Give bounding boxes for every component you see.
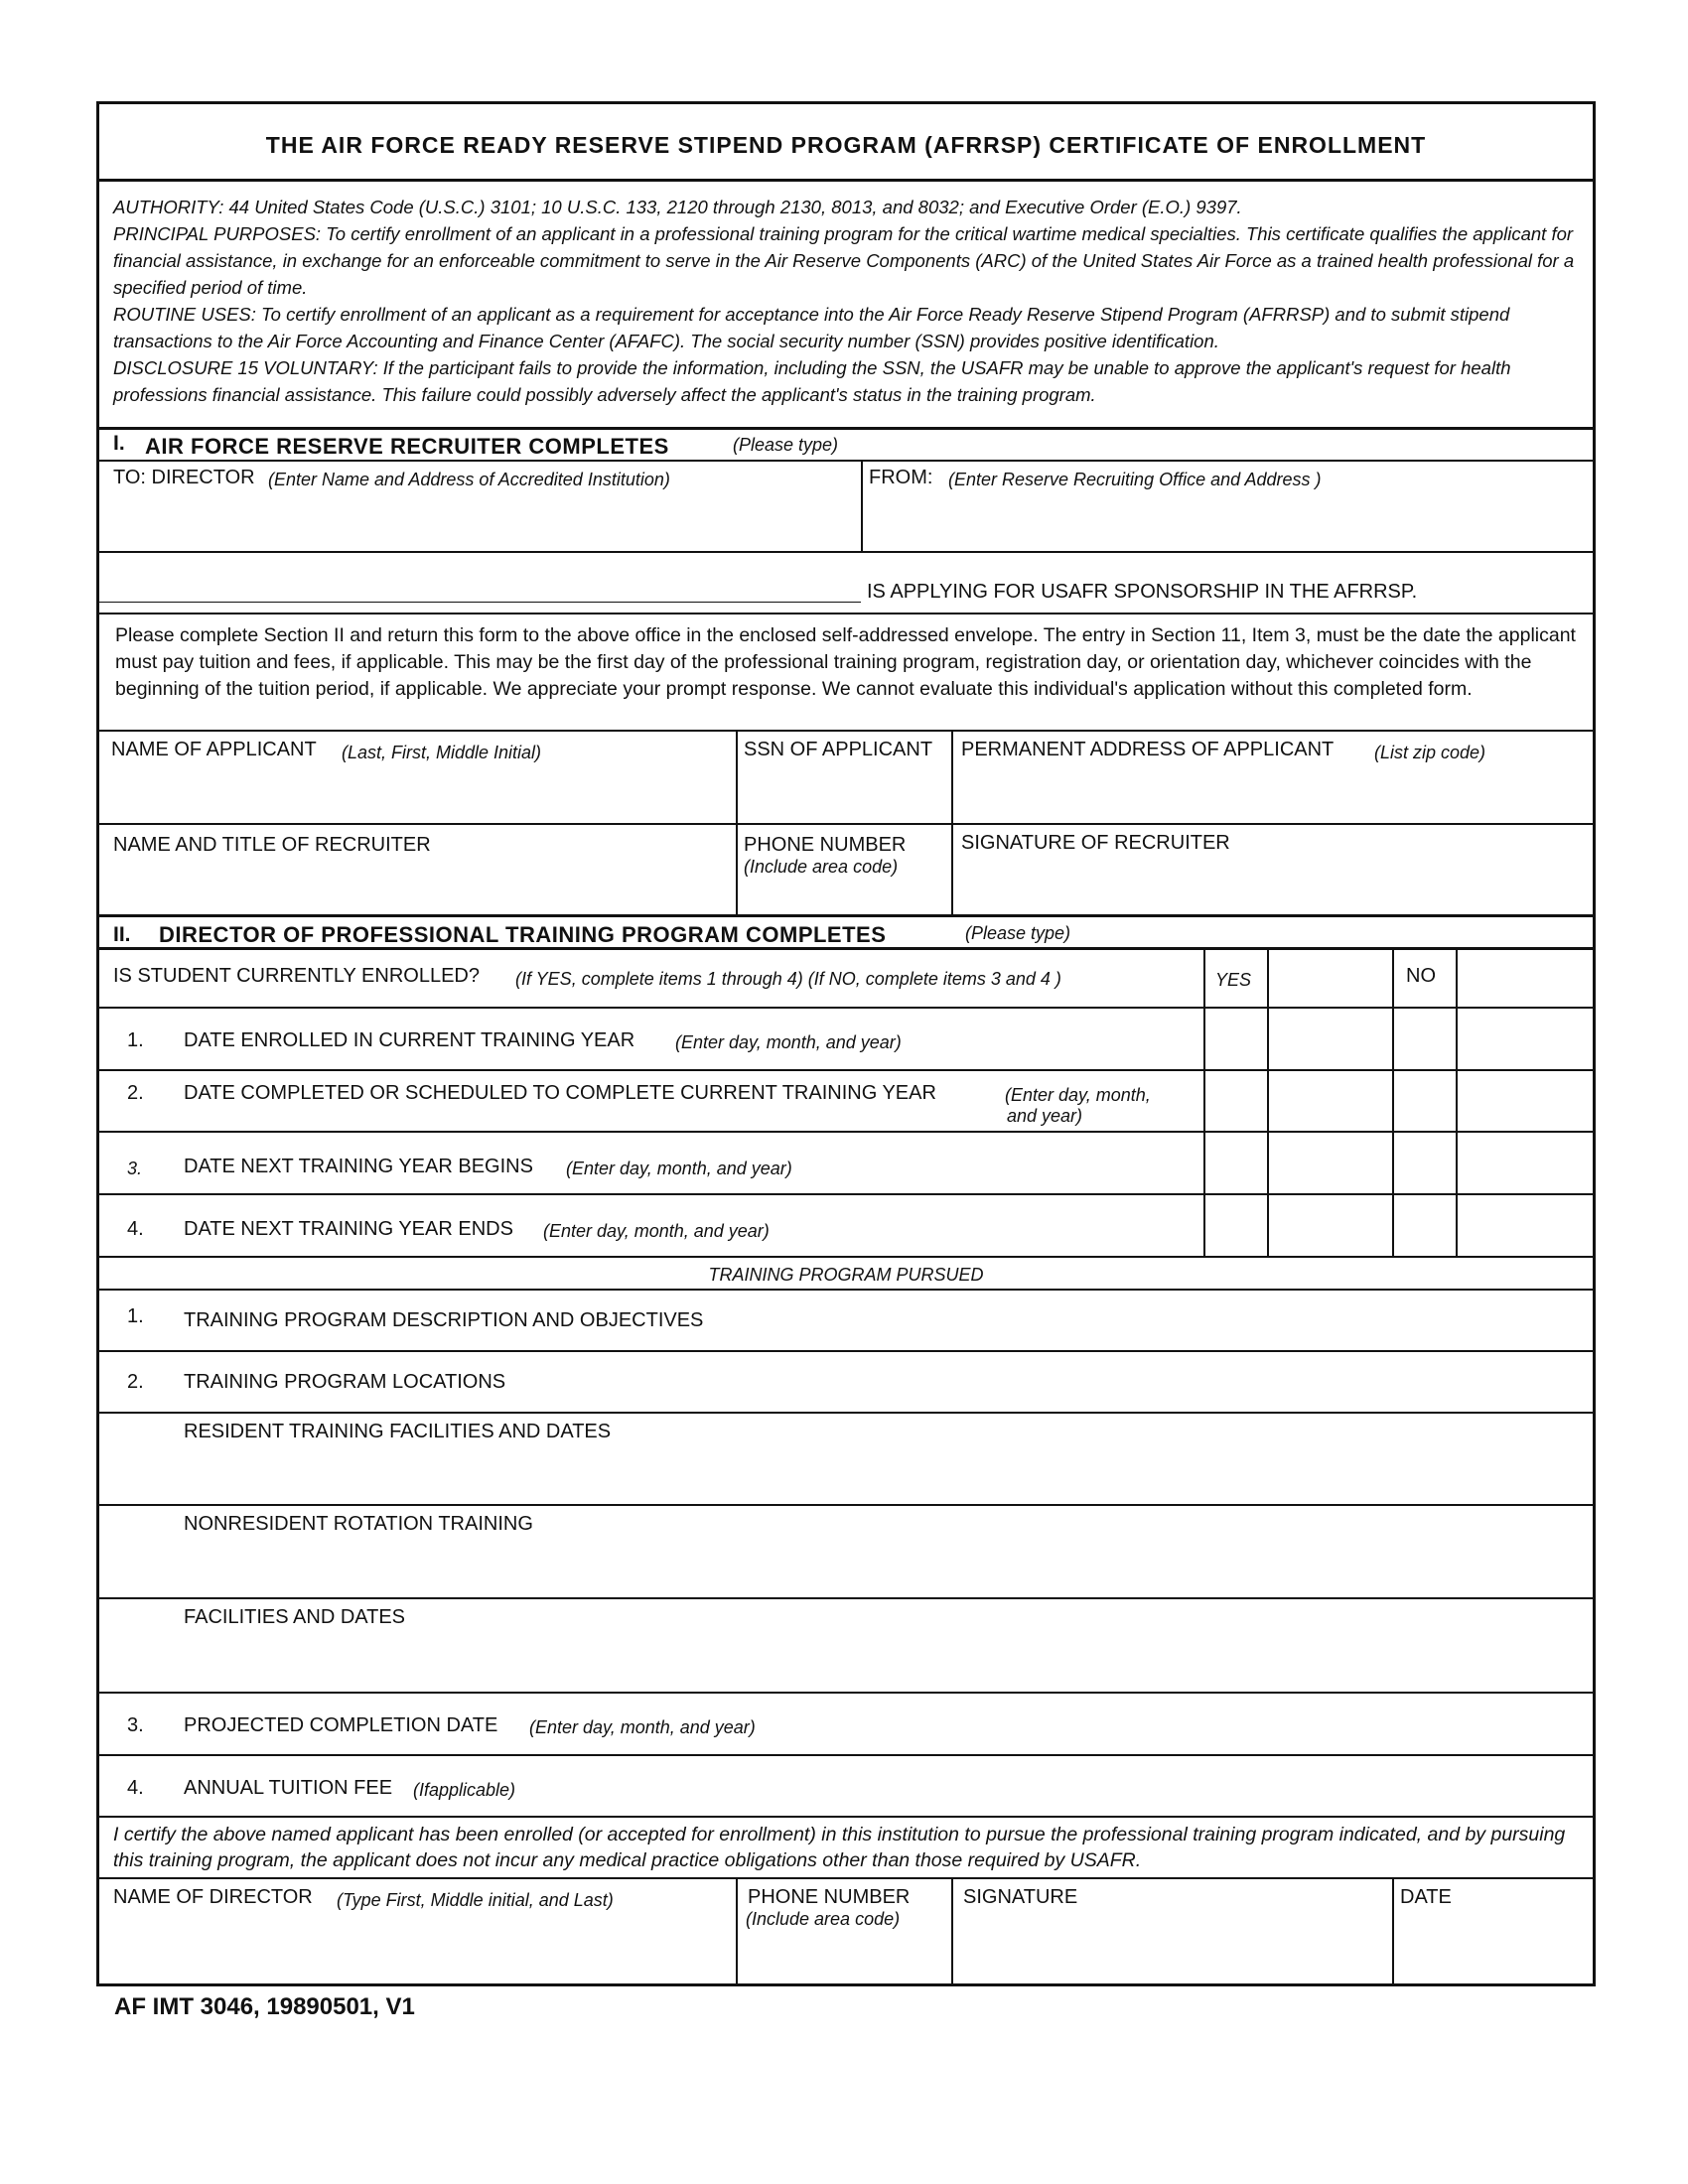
- recruiter-signature-field[interactable]: [953, 825, 1593, 914]
- yes-checkbox[interactable]: [1269, 950, 1392, 1007]
- date-completed-note: (Enter day, month,: [1005, 1085, 1151, 1105]
- privacy-act-statement: [99, 182, 1593, 430]
- section-2-heading: [99, 917, 1593, 950]
- date-completed-yes-cell[interactable]: [1205, 1071, 1267, 1131]
- to-director-note: (Enter Name and Address of Accredited Institution): [268, 470, 670, 489]
- section-1-heading: [99, 430, 1593, 462]
- date-completed-label: DATE COMPLETED OR SCHEDULED TO COMPLETE CURRENT TRAINING YEAR: [184, 1082, 936, 1104]
- enrollment-form: [96, 101, 1596, 1986]
- director-signature-field[interactable]: [953, 1879, 1391, 1983]
- certification-row: [99, 1818, 1593, 1879]
- to-director-field[interactable]: [99, 462, 861, 551]
- yes-label: YES: [1215, 970, 1252, 990]
- item-number: 2.: [127, 1371, 144, 1393]
- instructions-text: Please complete Section II and return this form to the above office in the enclosed self-addressed envelope. The entry in Section 11, Item 3, must be the date the applicant must pay tuition and fees, if applicable. This may be the first day of the professional training program, registration day, or orientation day, whichever coincides with the beginning of the tuition period, if applicable. We appreciate your prompt response. We cannot evaluate this individual's application without this completed form.: [115, 624, 1576, 700]
- applying-row: [99, 553, 1593, 614]
- director-phone-note: (Include area code): [746, 1909, 901, 1929]
- permanent-address-note: (List zip code): [1374, 743, 1486, 762]
- date-item-row: [99, 1133, 1593, 1195]
- item-number: 1.: [127, 1029, 144, 1051]
- to-director-label: TO: DIRECTOR: [113, 467, 255, 488]
- date-item-row: [99, 1071, 1593, 1133]
- next-year-begins-label: DATE NEXT TRAINING YEAR BEGINS: [184, 1156, 533, 1177]
- date-label: DATE: [1400, 1886, 1452, 1908]
- date-completed-note-cont: and year): [1007, 1106, 1083, 1126]
- recruiter-phone-label: PHONE NUMBER: [744, 834, 907, 856]
- section-1-title: AIR FORCE RESERVE RECRUITER COMPLETES: [145, 434, 669, 459]
- projected-completion-row[interactable]: [99, 1694, 1593, 1756]
- facilities-dates-label: FACILITIES AND DATES: [184, 1606, 406, 1628]
- director-name-label: NAME OF DIRECTOR: [113, 1886, 313, 1908]
- next-year-ends-yes-cell[interactable]: [1205, 1195, 1267, 1256]
- item-number: 2.: [127, 1082, 144, 1104]
- next-year-ends-no-cell[interactable]: [1394, 1195, 1456, 1256]
- name-of-applicant-note: (Last, First, Middle Initial): [342, 743, 542, 762]
- section-2-title: DIRECTOR OF PROFESSIONAL TRAINING PROGRAM COMPLETES: [159, 922, 887, 947]
- next-year-begins-note: (Enter day, month, and year): [566, 1159, 792, 1178]
- director-signature-label: SIGNATURE: [963, 1886, 1078, 1908]
- enrolled-note: (If YES, complete items 1 through 4) (If NO, complete items 3 and 4 ): [515, 969, 1061, 989]
- title-row: [99, 104, 1593, 182]
- next-year-ends-label: DATE NEXT TRAINING YEAR ENDS: [184, 1218, 513, 1240]
- date-field[interactable]: [1394, 1879, 1593, 1983]
- nonresident-training-label: NONRESIDENT ROTATION TRAINING: [184, 1513, 533, 1535]
- date-enrolled-note: (Enter day, month, and year): [675, 1032, 902, 1052]
- training-program-header-row: [99, 1258, 1593, 1291]
- name-of-applicant-label: NAME OF APPLICANT: [111, 739, 317, 760]
- principal-purposes-text: PRINCIPAL PURPOSES: To certify enrollment of an applicant in a professional training program for the critical wartime medical specialties. This certificate qualifies the applicant for financial assistance, in exchange for an enforceable commitment to serve in the Air Reserve Components (ARC) of the United States Air Force as a trained health professional for a specified period of time.: [113, 223, 1575, 298]
- recruiter-signature-label: SIGNATURE OF RECRUITER: [961, 832, 1230, 854]
- certification-text: I certify the above named applicant has been enrolled (or accepted for enrollment) in this institution to pursue the professional training program indicated, and by pursuing this training program, the applicant does not incur any medical practice obligations other than those required by USAFR.: [113, 1824, 1566, 1871]
- program-locations-label: TRAINING PROGRAM LOCATIONS: [184, 1371, 506, 1393]
- item-number: 4.: [127, 1218, 144, 1240]
- next-year-begins-no-cell[interactable]: [1394, 1133, 1456, 1193]
- date-item-row: [99, 1009, 1593, 1071]
- date-completed-no-cell[interactable]: [1394, 1071, 1456, 1131]
- routine-uses-text: ROUTINE USES: To certify enrollment of an applicant as a requirement for acceptance into the Air Force Ready Reserve Stipend Program (AFRRSP) and to submit stipend transactions to the Air Force Accounting and Finance Center (AFAFC). The social security number (SSN) provides positive identification.: [113, 304, 1510, 351]
- recruiter-phone-note: (Include area code): [744, 857, 899, 877]
- next-year-begins-yes-cell[interactable]: [1205, 1133, 1267, 1193]
- director-name-note: (Type First, Middle initial, and Last): [337, 1890, 614, 1910]
- program-description-row[interactable]: [99, 1291, 1593, 1352]
- from-field[interactable]: [863, 462, 1593, 551]
- no-label: NO: [1406, 965, 1436, 987]
- recruiter-name-label: NAME AND TITLE OF RECRUITER: [113, 834, 431, 856]
- facilities-dates-row[interactable]: [99, 1599, 1593, 1694]
- annual-tuition-note: (Ifapplicable): [413, 1780, 516, 1800]
- nonresident-training-row[interactable]: [99, 1506, 1593, 1599]
- authority-text: AUTHORITY: 44 United States Code (U.S.C.) 3101; 10 U.S.C. 133, 2120 through 2130, 8013, and 8032; and Executive Order (E.O.) 9397.: [113, 197, 1242, 217]
- to-from-row: [99, 462, 1593, 553]
- section-2-number: II.: [113, 923, 131, 946]
- recruiter-row: [99, 825, 1593, 917]
- applicant-name-line[interactable]: [99, 602, 861, 603]
- resident-training-row[interactable]: [99, 1414, 1593, 1506]
- enrolled-question: IS STUDENT CURRENTLY ENROLLED?: [113, 965, 480, 987]
- permanent-address-field[interactable]: [953, 732, 1593, 823]
- date-enrolled-no-cell[interactable]: [1394, 1009, 1456, 1069]
- program-locations-row[interactable]: [99, 1352, 1593, 1414]
- projected-completion-label: PROJECTED COMPLETION DATE: [184, 1714, 498, 1736]
- director-row: [99, 1879, 1593, 1983]
- from-note: (Enter Reserve Recruiting Office and Address ): [948, 470, 1322, 489]
- projected-completion-note: (Enter day, month, and year): [529, 1717, 756, 1737]
- no-checkbox[interactable]: [1458, 950, 1593, 1007]
- item-number: 3.: [127, 1159, 143, 1178]
- training-program-header: TRAINING PROGRAM PURSUED: [708, 1265, 984, 1285]
- director-phone-label: PHONE NUMBER: [748, 1886, 911, 1908]
- permanent-address-label: PERMANENT ADDRESS OF APPLICANT: [961, 739, 1335, 760]
- enrolled-question-row: [99, 950, 1593, 1009]
- director-name-field[interactable]: [99, 1879, 736, 1983]
- disclosure-text: DISCLOSURE 15 VOLUNTARY: If the participant fails to provide the information, including the SSN, the USAFR may be unable to approve the applicant's request for health professions financial assistance. This failure could possibly adversely affect the applicant's status in the training program.: [113, 357, 1511, 405]
- date-enrolled-yes-cell[interactable]: [1205, 1009, 1267, 1069]
- date-enrolled-label: DATE ENROLLED IN CURRENT TRAINING YEAR: [184, 1029, 635, 1051]
- applying-text: IS APPLYING FOR USAFR SPONSORSHIP IN THE AFRRSP.: [867, 581, 1418, 603]
- director-phone-field[interactable]: [738, 1879, 951, 1983]
- annual-tuition-row[interactable]: [99, 1756, 1593, 1818]
- instructions-row: [99, 614, 1593, 732]
- next-year-ends-note: (Enter day, month, and year): [543, 1221, 770, 1241]
- item-number: 4.: [127, 1777, 144, 1799]
- form-title: THE AIR FORCE READY RESERVE STIPEND PROGRAM (AFRRSP) CERTIFICATE OF ENROLLMENT: [265, 132, 1427, 158]
- date-item-row: [99, 1195, 1593, 1258]
- recruiter-phone-field[interactable]: [738, 825, 951, 914]
- applicant-row: [99, 732, 1593, 825]
- from-label: FROM:: [869, 467, 933, 488]
- item-number: 1.: [127, 1305, 144, 1327]
- form-number: AF IMT 3046, 19890501, V1: [114, 1993, 415, 2020]
- item-number: 3.: [127, 1714, 144, 1736]
- resident-training-label: RESIDENT TRAINING FACILITIES AND DATES: [184, 1421, 612, 1442]
- section-1-note: (Please type): [733, 435, 839, 455]
- ssn-field[interactable]: [738, 732, 951, 823]
- section-2-note: (Please type): [965, 923, 1071, 943]
- section-1-number: I.: [113, 432, 125, 455]
- annual-tuition-label: ANNUAL TUITION FEE: [184, 1777, 393, 1799]
- program-description-label: TRAINING PROGRAM DESCRIPTION AND OBJECTIVES: [184, 1309, 704, 1331]
- ssn-label: SSN OF APPLICANT: [744, 739, 933, 760]
- recruiter-name-field[interactable]: [99, 825, 736, 914]
- name-of-applicant-field[interactable]: [99, 732, 736, 823]
